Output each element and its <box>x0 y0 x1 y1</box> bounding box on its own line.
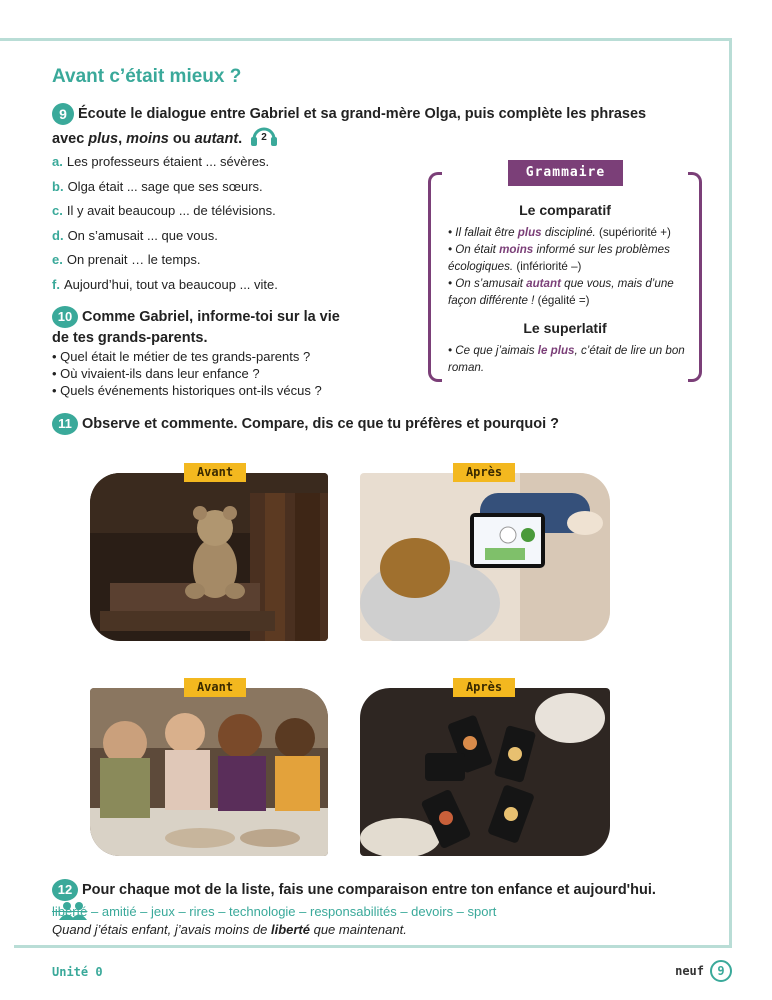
footer-word: neuf <box>675 964 704 978</box>
item-text: Olga était ... sage que ses sœurs. <box>67 178 263 194</box>
exercise-12-heading <box>52 879 692 927</box>
comparatif-title: Le comparatif <box>519 202 611 218</box>
text: que vous, mais d’une façon différente ! <box>448 277 674 307</box>
page-title: Avant c’était mieux ? <box>52 66 242 87</box>
text: Quand j’étais enfant, j’avais moins de <box>52 922 271 937</box>
list-item <box>52 224 278 249</box>
keyword: liberté <box>270 922 310 937</box>
item-letter: b. <box>52 178 64 194</box>
tag-apres: Après <box>453 463 515 482</box>
item-text: Il y avait beaucoup ... de télévisions. <box>66 203 276 219</box>
text: • Il fallait être <box>448 226 518 239</box>
text: • On s’amusait <box>448 277 527 290</box>
exercise-9-heading <box>52 103 652 125</box>
text: , c’était de lire un bon roman. <box>448 344 685 374</box>
exercise-11-heading-text: Observe et commente. Compare, dis ce que tu préfères et pourquoi ? <box>82 415 560 432</box>
keyword: moins <box>499 243 534 256</box>
word-list <box>52 904 496 919</box>
photo-phones-food <box>360 688 610 856</box>
grammar-box <box>428 165 702 384</box>
grammar-badge: Grammaire <box>508 160 623 186</box>
superlatif-title: Le superlatif <box>523 320 607 336</box>
list-item <box>52 248 278 273</box>
exercise-11-number: 11 <box>52 413 78 435</box>
exercise-12-number: 12 <box>52 879 78 901</box>
item-letter: a. <box>52 154 63 169</box>
footer-page <box>675 960 732 982</box>
item-text: Aujourd’hui, tout va beaucoup ... vite. <box>63 276 278 292</box>
word-ou: ou <box>168 130 195 147</box>
list-item <box>52 199 278 224</box>
word-plus: plus <box>88 130 119 147</box>
question-item: • Quels événements historiques ont-ils vécus ? <box>52 383 322 398</box>
example-inferiority <box>448 241 696 275</box>
exercise-9-heading-text: Écoute le dialogue entre Gabriel et sa grand-mère Olga, puis complète les phrases <box>78 105 647 122</box>
tag-avant: Avant <box>184 463 246 482</box>
item-text: On prenait … le temps. <box>66 252 201 268</box>
heading-text: avec <box>52 130 89 147</box>
exercise-11-heading <box>52 413 559 435</box>
superlatif-example <box>448 342 696 376</box>
keyword: plus <box>517 226 542 239</box>
item-letter: e. <box>52 252 63 268</box>
item-text: On s’amusait ... que vous. <box>67 227 218 243</box>
footer-unit: Unité 0 <box>52 965 103 979</box>
audio-track-number: 2 <box>261 132 267 143</box>
note: (égalité =) <box>534 294 590 307</box>
page-number: 9 <box>710 960 732 982</box>
headphones-icon[interactable] <box>250 125 278 153</box>
photo-teddy-bear <box>90 473 328 641</box>
text: que maintenant. <box>309 922 407 937</box>
tag-avant-2: Avant <box>184 678 246 697</box>
comma: , <box>118 130 127 147</box>
text: • On était <box>448 243 500 256</box>
exercise-9-items <box>52 150 278 298</box>
item-letter: f. <box>52 276 60 292</box>
period: . <box>238 130 243 147</box>
list-item <box>52 273 278 298</box>
text: informé sur les problèmes écologiques. <box>448 243 670 273</box>
item-letter: c. <box>52 203 63 219</box>
exercise-12-heading-text: Pour chaque mot de la liste, fais une comparaison entre ton enfance et aujourd'hui. <box>82 881 656 898</box>
question-item: • Quel était le métier de tes grands-parents ? <box>52 349 311 364</box>
word-struck: liberté <box>52 904 88 919</box>
list-item <box>52 150 278 175</box>
example-equality <box>448 275 696 309</box>
comparatif-examples <box>448 224 696 309</box>
keyword: autant <box>526 277 561 290</box>
exercise-10-number: 10 <box>52 306 78 328</box>
note: (supériorité +) <box>595 226 671 239</box>
exercise-9-number: 9 <box>52 103 74 125</box>
word-autant: autant <box>194 130 239 147</box>
photo-friends-dinner <box>90 688 328 856</box>
exercise-10-heading-line1: Comme Gabriel, informe-toi sur la vie <box>82 308 340 325</box>
tag-apres-2: Après <box>453 678 515 697</box>
text: • Ce que j’aimais <box>448 344 538 357</box>
exercise-10 <box>52 306 392 399</box>
word-list-rest: – amitié – jeux – rires – technologie – responsabilités – devoirs – sport <box>87 904 497 919</box>
example-superiority <box>448 224 696 241</box>
item-letter: d. <box>52 227 64 243</box>
exercise-9 <box>52 103 652 153</box>
exercise-10-heading-line2: de tes grands-parents. <box>52 330 208 346</box>
exercise-9-heading-line2 <box>52 125 652 153</box>
photo-child-tablet <box>360 473 610 641</box>
keyword: le plus <box>537 344 575 357</box>
exercise-10-heading <box>52 306 392 328</box>
text: discipliné. <box>541 226 596 239</box>
example-sentence <box>52 922 407 937</box>
list-item <box>52 175 278 200</box>
word-moins: moins <box>126 130 169 147</box>
item-text: Les professeurs étaient ... sévères. <box>66 154 270 169</box>
note: (infériorité –) <box>513 260 582 273</box>
question-item: • Où vivaient-ils dans leur enfance ? <box>52 366 260 381</box>
